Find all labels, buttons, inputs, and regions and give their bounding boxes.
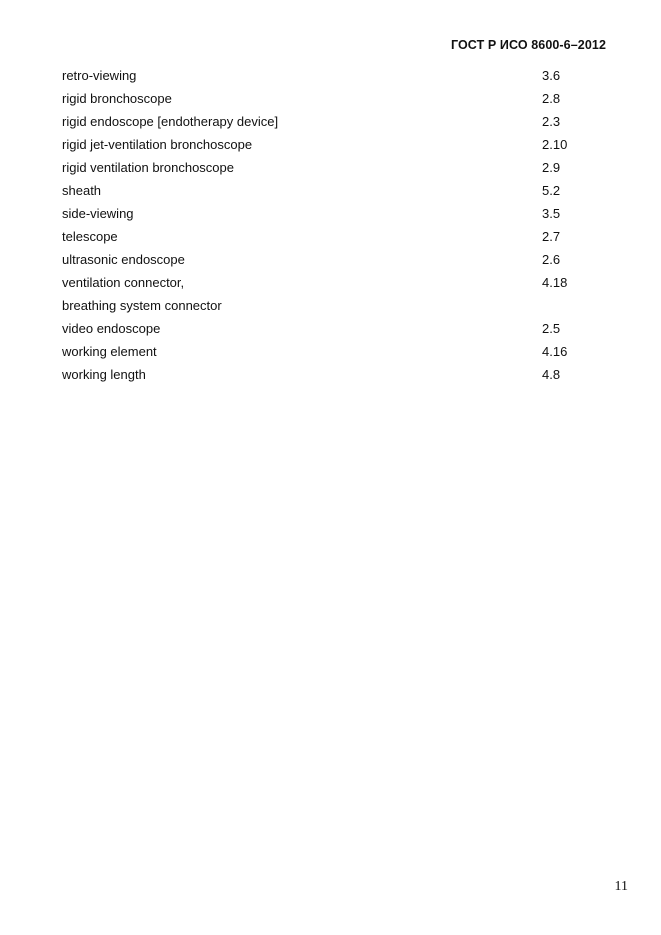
index-entry: [62, 64, 582, 87]
index-term: rigid ventilation bronchoscope: [62, 160, 234, 175]
term-index-list: [62, 64, 582, 386]
index-ref: 3.5: [542, 206, 561, 221]
index-term: working element: [62, 344, 157, 359]
index-term: telescope: [62, 229, 118, 244]
index-entry: [62, 294, 582, 317]
index-term: sheath: [62, 183, 102, 198]
index-entry: [62, 179, 582, 202]
index-ref: 2.7: [542, 229, 561, 244]
index-term: rigid jet-ventilation bronchoscope: [62, 137, 253, 152]
index-term: retro-viewing: [62, 68, 137, 83]
index-entry: [62, 317, 582, 340]
index-entry: [62, 133, 582, 156]
index-term: rigid endoscope [endotherapy device]: [62, 114, 279, 129]
page-number: 11: [614, 879, 628, 894]
index-entry: [62, 363, 582, 386]
index-term: working length: [62, 367, 146, 382]
index-term: breathing system connector: [62, 298, 222, 313]
index-ref: 2.9: [542, 160, 561, 175]
index-ref: 3.6: [542, 68, 561, 83]
index-term: video endoscope: [62, 321, 161, 336]
index-term: rigid bronchoscope: [62, 91, 172, 106]
index-ref: 4.18: [542, 275, 568, 290]
index-ref: 2.6: [542, 252, 561, 267]
index-entry: [62, 248, 582, 271]
index-entry: [62, 156, 582, 179]
index-ref: 2.3: [542, 114, 561, 129]
index-ref: 5.2: [542, 183, 561, 198]
index-ref: 2.8: [542, 91, 561, 106]
index-entry: [62, 340, 582, 363]
index-ref: 2.10: [542, 137, 568, 152]
index-entry: [62, 110, 582, 133]
index-term: ultrasonic endoscope: [62, 252, 185, 267]
index-entry: [62, 271, 582, 294]
index-entry: [62, 225, 582, 248]
index-term: side-viewing: [62, 206, 134, 221]
index-ref: 2.5: [542, 321, 561, 336]
document-header-standard-id: ГОСТ Р ИСО 8600-6–2012: [450, 38, 606, 52]
index-entry: [62, 87, 582, 110]
index-ref: 4.8: [542, 367, 561, 382]
index-ref: 4.16: [542, 344, 568, 359]
index-entry: [62, 202, 582, 225]
index-term: ventilation connector,: [62, 275, 185, 290]
